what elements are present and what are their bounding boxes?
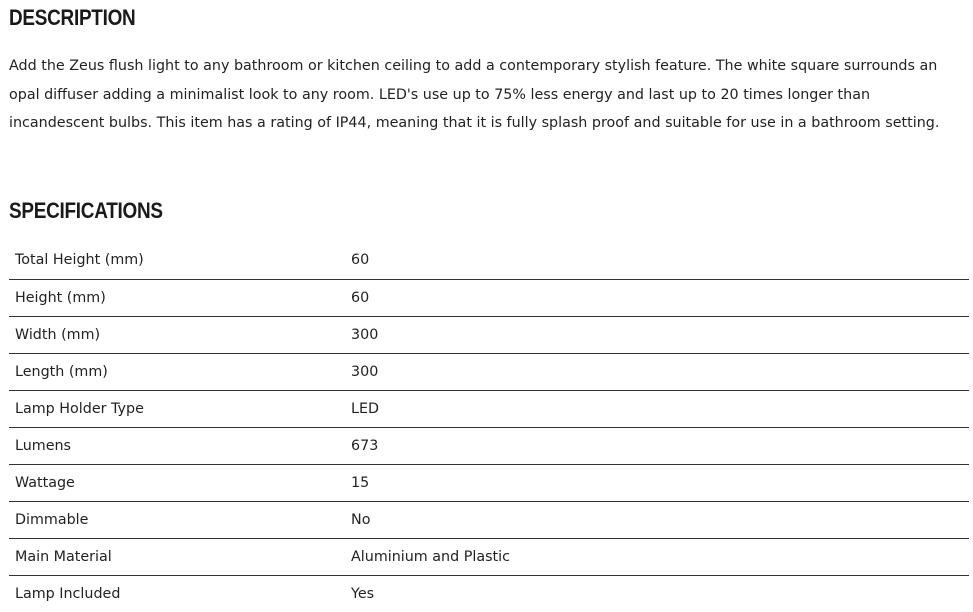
spec-value: Aluminium and Plastic [351, 548, 510, 565]
spec-value: LED [351, 400, 380, 417]
spec-value: 60 [351, 252, 370, 269]
spec-label: Main Material [15, 548, 112, 565]
spec-value: 60 [351, 289, 370, 306]
spec-value: No [351, 511, 371, 528]
spec-label: Total Height (mm) [15, 252, 144, 269]
description-line: opal diffuser adding a minimalist look to any room. LED's use up to 75% less energy and last up to 20 times longer than [9, 86, 871, 103]
spec-row-width [9, 316, 969, 353]
spec-label: Height (mm) [15, 289, 106, 306]
spec-label: Width (mm) [15, 326, 101, 343]
spec-row-lumens [9, 427, 969, 464]
description-line: incandescent bulbs. This item has a rating of IP44, meaning that it is fully splash proof and suitable for use in a bathroom setting. [9, 115, 940, 131]
spec-row-lamp-included [9, 575, 969, 612]
description-text [9, 52, 971, 138]
spec-value: 300 [351, 326, 379, 343]
spec-row-total-height [9, 242, 969, 279]
spec-row-wattage [9, 464, 969, 501]
description-line: Add the Zeus flush light to any bathroom or kitchen ceiling to add a contemporary stylish feature. The white square surrounds an [9, 58, 938, 74]
spec-label: Length (mm) [15, 363, 108, 380]
spec-label: Dimmable [15, 511, 89, 528]
spec-row-height [9, 279, 969, 316]
spec-value: 15 [351, 474, 370, 491]
spec-value: 673 [351, 437, 379, 454]
spec-row-length [9, 353, 969, 390]
specifications-heading: SPECIFICATIONS [9, 198, 163, 223]
spec-value: Yes [351, 585, 375, 602]
spec-row-lamp-holder-type [9, 390, 969, 427]
spec-label: Lumens [15, 437, 72, 454]
spec-label: Lamp Included [15, 585, 121, 602]
spec-label: Wattage [15, 474, 75, 491]
spec-row-dimmable [9, 501, 969, 538]
description-heading: DESCRIPTION [9, 5, 136, 30]
spec-value: 300 [351, 363, 379, 380]
spec-label: Lamp Holder Type [15, 400, 144, 417]
spec-row-main-material [9, 538, 969, 575]
specifications-table [9, 242, 969, 612]
